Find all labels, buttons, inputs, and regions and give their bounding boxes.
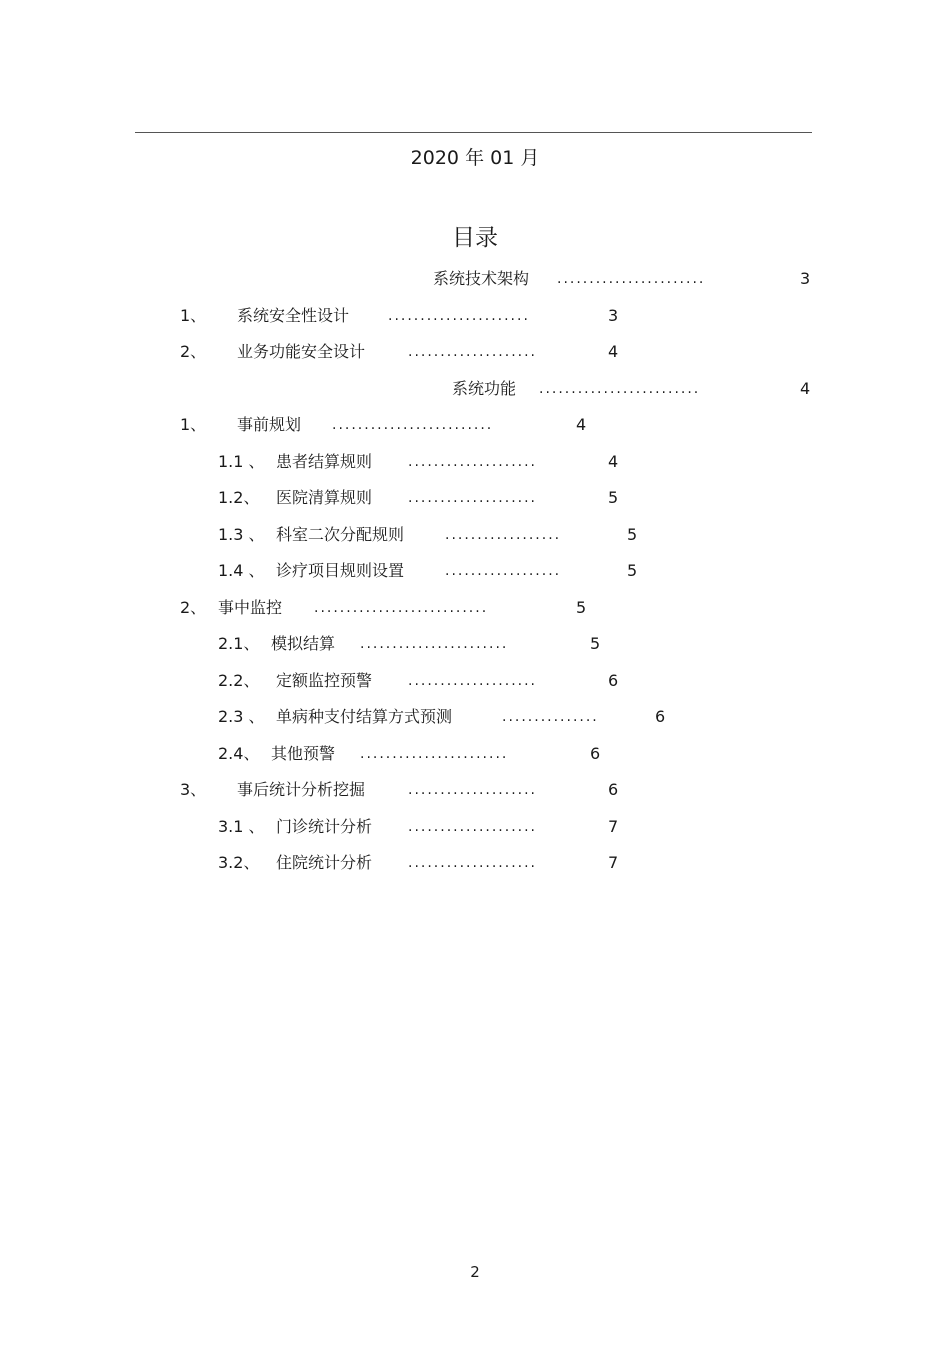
toc-entry-label: 系统安全性设计 bbox=[237, 306, 350, 325]
toc-entry-number: 2.2、 bbox=[218, 671, 260, 690]
toc-entry[interactable] bbox=[0, 559, 950, 583]
toc-entry-number: 3、 bbox=[180, 780, 207, 799]
toc-entry-label: 其他预警 bbox=[271, 744, 336, 763]
toc-entry-label: 科室二次分配规则 bbox=[276, 525, 405, 544]
toc-entry[interactable] bbox=[0, 705, 950, 729]
toc-entry-number: 1.1 、 bbox=[218, 452, 265, 471]
toc-entry-page: 7 bbox=[608, 817, 619, 836]
toc-entry-page: 5 bbox=[627, 561, 638, 580]
toc-entry-label: 医院清算规则 bbox=[276, 488, 373, 507]
toc-entry-label: 系统技术架构 bbox=[433, 269, 530, 288]
toc-entry-leader: .................... bbox=[408, 782, 538, 798]
toc-entry-leader: .................... bbox=[408, 819, 538, 835]
toc-entry-page: 7 bbox=[608, 853, 619, 872]
toc-entry-page: 3 bbox=[800, 269, 811, 288]
toc-entry-leader: .................... bbox=[408, 344, 538, 360]
toc-entry-leader: .................. bbox=[445, 527, 562, 543]
toc-entry-label: 门诊统计分析 bbox=[276, 817, 373, 836]
toc-entry-leader: .................... bbox=[408, 454, 538, 470]
page-number: 2 bbox=[470, 1263, 480, 1281]
toc-entry-page: 6 bbox=[608, 780, 619, 799]
toc-entry-leader: .................. bbox=[445, 563, 562, 579]
toc-entry-leader: ......................... bbox=[539, 381, 701, 397]
toc-entry-leader: ...................... bbox=[388, 308, 530, 324]
toc-entry-page: 6 bbox=[608, 671, 619, 690]
toc-entry[interactable] bbox=[0, 742, 950, 766]
toc-entry-page: 6 bbox=[590, 744, 601, 763]
toc-entry-leader: .................... bbox=[408, 490, 538, 506]
toc-entry-page: 4 bbox=[608, 452, 619, 471]
toc-entry-label: 事后统计分析挖掘 bbox=[237, 780, 366, 799]
toc-entry-number: 2.1、 bbox=[218, 634, 260, 653]
toc-entry-page: 5 bbox=[576, 598, 587, 617]
toc-entry-number: 1.4 、 bbox=[218, 561, 265, 580]
toc-entry-leader: .................... bbox=[408, 855, 538, 871]
toc-entry[interactable] bbox=[0, 632, 950, 656]
toc-entry[interactable] bbox=[0, 450, 950, 474]
toc-entry-page: 5 bbox=[608, 488, 619, 507]
toc-entry-leader: ....................... bbox=[360, 636, 509, 652]
toc-entry[interactable] bbox=[0, 377, 950, 401]
toc-entry-page: 4 bbox=[800, 379, 811, 398]
toc-entry-leader: ......................... bbox=[332, 417, 494, 433]
toc-entry-page: 3 bbox=[608, 306, 619, 325]
toc-entry-page: 4 bbox=[608, 342, 619, 361]
toc-entry-leader: ....................... bbox=[557, 271, 706, 287]
toc-entry[interactable] bbox=[0, 267, 950, 291]
toc-entry-page: 5 bbox=[590, 634, 601, 653]
toc-entry-number: 3.2、 bbox=[218, 853, 260, 872]
toc-entry-label: 住院统计分析 bbox=[276, 853, 373, 872]
toc-entry-label: 事前规划 bbox=[237, 415, 302, 434]
toc-entry-number: 1、 bbox=[180, 306, 207, 325]
toc-entry[interactable] bbox=[0, 486, 950, 510]
toc-entry-page: 6 bbox=[655, 707, 666, 726]
toc-entry[interactable] bbox=[0, 815, 950, 839]
toc-entry[interactable] bbox=[0, 669, 950, 693]
toc-entry-label: 单病种支付结算方式预测 bbox=[276, 707, 453, 726]
toc-entry-number: 2、 bbox=[180, 598, 207, 617]
toc-entry-number: 1、 bbox=[180, 415, 207, 434]
toc-entry[interactable] bbox=[0, 340, 950, 364]
toc-entry-label: 患者结算规则 bbox=[276, 452, 373, 471]
toc-entry-label: 业务功能安全设计 bbox=[237, 342, 366, 361]
toc-entry[interactable] bbox=[0, 596, 950, 620]
toc-entry-leader: .................... bbox=[408, 673, 538, 689]
toc-entry-leader: ........................... bbox=[314, 600, 489, 616]
toc-entry-label: 定额监控预警 bbox=[276, 671, 373, 690]
toc-entry-label: 事中监控 bbox=[218, 598, 283, 617]
toc-entry-number: 2.4、 bbox=[218, 744, 260, 763]
toc-entry[interactable] bbox=[0, 304, 950, 328]
toc-entry[interactable] bbox=[0, 778, 950, 802]
document-date: 2020 年 01 月 bbox=[410, 147, 540, 169]
toc-entry-number: 2、 bbox=[180, 342, 207, 361]
toc-entry-number: 1.2、 bbox=[218, 488, 260, 507]
toc-entry-page: 4 bbox=[576, 415, 587, 434]
toc-entry[interactable] bbox=[0, 523, 950, 547]
toc-entry-number: 2.3 、 bbox=[218, 707, 265, 726]
toc-entry-number: 3.1 、 bbox=[218, 817, 265, 836]
toc-entry-label: 模拟结算 bbox=[271, 634, 336, 653]
toc-entry-label: 系统功能 bbox=[452, 379, 517, 398]
toc-title: 目录 bbox=[452, 225, 498, 251]
header-rule bbox=[135, 132, 812, 133]
toc-entry-label: 诊疗项目规则设置 bbox=[276, 561, 405, 580]
toc-entry[interactable] bbox=[0, 413, 950, 437]
toc-entry-number: 1.3 、 bbox=[218, 525, 265, 544]
toc-entry-leader: ....................... bbox=[360, 746, 509, 762]
toc-entry-page: 5 bbox=[627, 525, 638, 544]
toc-entry[interactable] bbox=[0, 851, 950, 875]
toc-entry-leader: ............... bbox=[502, 709, 599, 725]
